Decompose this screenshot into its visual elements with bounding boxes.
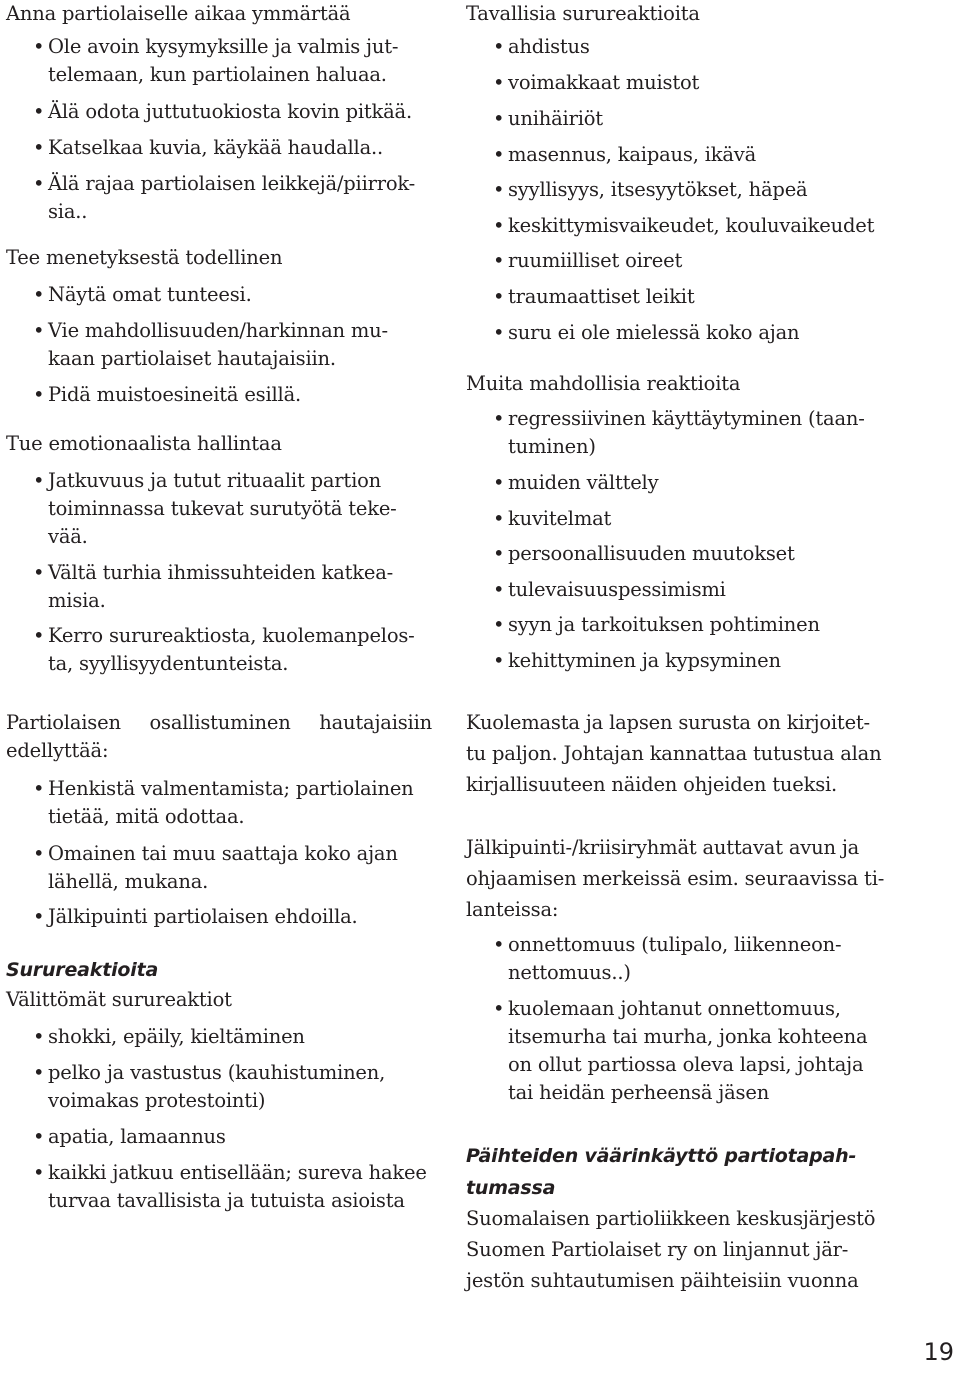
bullet-icon: • bbox=[33, 383, 45, 406]
bullet-icon: • bbox=[493, 214, 505, 237]
paragraph-line: lanteissa: bbox=[466, 898, 559, 921]
bullet-icon: • bbox=[33, 35, 45, 58]
section-heading-grief-reactions: Surureaktioita bbox=[6, 959, 159, 981]
bullet-icon: • bbox=[33, 469, 45, 492]
list-item: kuvitelmat bbox=[508, 507, 612, 530]
list-item: Älä odota juttutuokiosta kovin pitkää. bbox=[48, 100, 412, 123]
bullet-icon: • bbox=[33, 842, 45, 865]
bullet-icon: • bbox=[33, 1125, 45, 1148]
list-item: Näytä omat tunteesi. bbox=[48, 283, 252, 306]
paragraph-line: kirjallisuuteen näiden ohjeiden tueksi. bbox=[466, 773, 838, 796]
heading-make-real: Tee menetyksestä todellinen bbox=[6, 246, 283, 269]
bullet-icon: • bbox=[493, 649, 505, 672]
paragraph-line: Suomalaisen partioliikkeen keskusjärjestö bbox=[466, 1207, 876, 1230]
bullet-icon: • bbox=[493, 613, 505, 636]
paragraph-line: jestön suhtautumisen päihteisiin vuonna bbox=[466, 1269, 859, 1292]
list-item: ahdistus bbox=[508, 35, 590, 58]
heading-common-reactions: Tavallisia surureaktioita bbox=[466, 2, 700, 25]
list-item: kuolemaan johtanut onnettomuus, bbox=[508, 997, 841, 1020]
bullet-icon: • bbox=[493, 178, 505, 201]
word: Partiolaisen bbox=[6, 711, 121, 734]
paragraph-line: ohjaamisen merkeissä esim. seuraavissa ti- bbox=[466, 867, 885, 890]
list-item: kaikki jatkuu entisellään; sureva hakee bbox=[48, 1161, 427, 1184]
list-item: Vältä turhia ihmissuhteiden katkea- bbox=[48, 561, 394, 584]
list-item: kaan partiolaiset hautajaisiin. bbox=[48, 347, 336, 370]
list-item: tuminen) bbox=[508, 435, 596, 458]
subheading-immediate: Välittömät surureaktiot bbox=[6, 988, 232, 1011]
bullet-icon: • bbox=[33, 561, 45, 584]
bullet-icon: • bbox=[493, 249, 505, 272]
page-number: 19 bbox=[923, 1338, 954, 1366]
list-item: onnettomuus (tulipalo, liikenneon- bbox=[508, 933, 842, 956]
heading-give-time: Anna partiolaiselle aikaa ymmärtää bbox=[6, 2, 351, 25]
list-item: toiminnassa tukevat surutyötä teke- bbox=[48, 497, 397, 520]
bullet-icon: • bbox=[33, 905, 45, 928]
list-item: Henkistä valmentamista; partiolainen bbox=[48, 777, 414, 800]
bullet-icon: • bbox=[33, 1025, 45, 1048]
list-item: sia.. bbox=[48, 200, 88, 223]
bullet-icon: • bbox=[493, 285, 505, 308]
list-item: Katselkaa kuvia, käykää haudalla.. bbox=[48, 136, 384, 159]
word: osallistuminen bbox=[149, 711, 291, 734]
bullet-icon: • bbox=[493, 997, 505, 1020]
bullet-icon: • bbox=[493, 933, 505, 956]
bullet-icon: • bbox=[33, 136, 45, 159]
bullet-icon: • bbox=[33, 283, 45, 306]
heading-emotional: Tue emotionaalista hallintaa bbox=[6, 432, 282, 455]
bullet-icon: • bbox=[493, 321, 505, 344]
bullet-icon: • bbox=[33, 777, 45, 800]
bullet-icon: • bbox=[493, 407, 505, 430]
bullet-icon: • bbox=[33, 319, 45, 342]
paragraph-line: Kuolemasta ja lapsen surusta on kirjoitet- bbox=[466, 711, 870, 734]
list-item: persoonallisuuden muutokset bbox=[508, 542, 795, 565]
list-item: misia. bbox=[48, 589, 106, 612]
bullet-icon: • bbox=[493, 507, 505, 530]
list-item: voimakkaat muistot bbox=[508, 71, 700, 94]
list-item: Omainen tai muu saattaja koko ajan bbox=[48, 842, 398, 865]
bullet-icon: • bbox=[493, 578, 505, 601]
list-item: Älä rajaa partiolaisen leikkejä/piirrok- bbox=[48, 172, 416, 195]
heading-other-reactions: Muita mahdollisia reaktioita bbox=[466, 372, 741, 395]
list-item: tietää, mitä odottaa. bbox=[48, 805, 245, 828]
list-item: regressiivinen käyttäytyminen (taan- bbox=[508, 407, 865, 430]
list-item: Jatkuvuus ja tutut rituaalit partion bbox=[48, 469, 382, 492]
section-heading-substance-abuse: Päihteiden väärinkäyttö partiotapah- bbox=[466, 1145, 857, 1167]
paragraph-line: Suomen Partiolaiset ry on linjannut jär- bbox=[466, 1238, 849, 1261]
section-heading-substance-abuse: tumassa bbox=[466, 1177, 556, 1199]
list-item: Vie mahdollisuuden/harkinnan mu- bbox=[48, 319, 388, 342]
bullet-icon: • bbox=[493, 35, 505, 58]
paragraph-line: edellyttää: bbox=[6, 739, 109, 762]
list-item: ta, syyllisyydentunteista. bbox=[48, 652, 289, 675]
list-item: keskittymisvaikeudet, kouluvaikeudet bbox=[508, 214, 875, 237]
bullet-icon: • bbox=[33, 1061, 45, 1084]
list-item: unihäiriöt bbox=[508, 107, 603, 130]
bullet-icon: • bbox=[33, 100, 45, 123]
word: hautajaisiin bbox=[319, 711, 432, 734]
list-item: masennus, kaipaus, ikävä bbox=[508, 143, 757, 166]
bullet-icon: • bbox=[33, 172, 45, 195]
list-item: telemaan, kun partiolainen haluaa. bbox=[48, 63, 387, 86]
list-item: tai heidän perheensä jäsen bbox=[508, 1081, 770, 1104]
list-item: Kerro surureaktiosta, kuolemanpelos- bbox=[48, 624, 415, 647]
paragraph-line bbox=[6, 709, 432, 737]
list-item: Ole avoin kysymyksille ja valmis jut- bbox=[48, 35, 399, 58]
list-item: syyn ja tarkoituksen pohtiminen bbox=[508, 613, 820, 636]
bullet-icon: • bbox=[493, 71, 505, 94]
list-item: suru ei ole mielessä koko ajan bbox=[508, 321, 800, 344]
bullet-icon: • bbox=[493, 542, 505, 565]
paragraph-line: tu paljon. Johtajan kannattaa tutustua alan bbox=[466, 742, 882, 765]
list-item: syyllisyys, itsesyytökset, häpeä bbox=[508, 178, 808, 201]
list-item: muiden välttely bbox=[508, 471, 659, 494]
list-item: ruumiilliset oireet bbox=[508, 249, 683, 272]
list-item: pelko ja vastustus (kauhistuminen, bbox=[48, 1061, 386, 1084]
paragraph-line: Jälkipuinti-/kriisiryhmät auttavat avun ja bbox=[466, 836, 860, 859]
list-item: turvaa tavallisista ja tutuista asioista bbox=[48, 1189, 405, 1212]
bullet-icon: • bbox=[33, 624, 45, 647]
list-item: tulevaisuuspessimismi bbox=[508, 578, 726, 601]
bullet-icon: • bbox=[493, 143, 505, 166]
list-item: kehittyminen ja kypsyminen bbox=[508, 649, 781, 672]
list-item: nettomuus..) bbox=[508, 961, 631, 984]
list-item: apatia, lamaannus bbox=[48, 1125, 226, 1148]
list-item: lähellä, mukana. bbox=[48, 870, 209, 893]
list-item: on ollut partiossa oleva lapsi, johtaja bbox=[508, 1053, 864, 1076]
bullet-icon: • bbox=[33, 1161, 45, 1184]
list-item: voimakas protestointi) bbox=[48, 1089, 266, 1112]
list-item: Pidä muistoesineitä esillä. bbox=[48, 383, 301, 406]
list-item: traumaattiset leikit bbox=[508, 285, 695, 308]
list-item: itsemurha tai murha, jonka kohteena bbox=[508, 1025, 868, 1048]
bullet-icon: • bbox=[493, 471, 505, 494]
list-item: Jälkipuinti partiolaisen ehdoilla. bbox=[48, 905, 358, 928]
list-item: shokki, epäily, kieltäminen bbox=[48, 1025, 305, 1048]
list-item: vää. bbox=[48, 525, 88, 548]
bullet-icon: • bbox=[493, 107, 505, 130]
